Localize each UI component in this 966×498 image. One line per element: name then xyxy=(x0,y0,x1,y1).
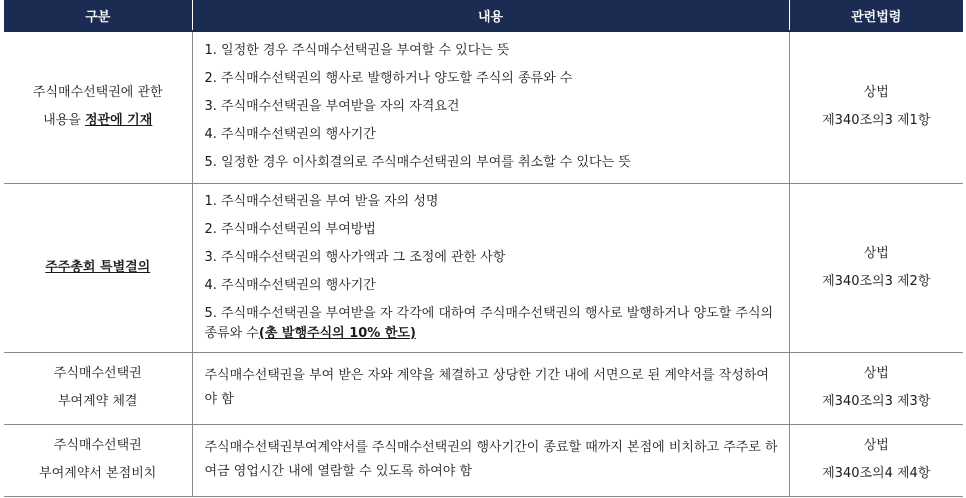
header-row xyxy=(4,0,963,31)
content-text: 주식매수선택권을 부여 받은 자와 계약을 체결하고 상당한 기간 내에 서면으로 된 계약서를 작성하여야 함 xyxy=(204,368,769,407)
list-item: 3. 주식매수선택권의 행사가액과 그 조정에 관한 사항 xyxy=(204,249,506,265)
category-line xyxy=(4,107,192,135)
content-cell xyxy=(192,424,789,496)
content-cell xyxy=(192,352,789,424)
content-cell xyxy=(192,183,789,352)
category-cell xyxy=(4,424,192,496)
law-name: 상법 xyxy=(863,85,889,101)
list-item: 4. 주식매수선택권의 행사기간 xyxy=(204,277,376,293)
law-name: 상법 xyxy=(863,438,889,453)
law-cell xyxy=(789,424,963,496)
category-line: 주식매수선택권에 관한 xyxy=(32,85,163,101)
category-prefix: 내용을 xyxy=(43,113,85,129)
law-name: 상법 xyxy=(863,366,889,381)
list-item: 2. 주식매수선택권의 행사로 발행하거나 양도할 주식의 종류와 수 xyxy=(204,71,573,87)
list-item: 5. 일정한 경우 이사회결의로 주식매수선택권의 부여를 취소할 수 있다는 뜻 xyxy=(204,155,631,171)
list-item: 3. 주식매수선택권을 부여받을 자의 자격요건 xyxy=(204,99,460,115)
law-article: 제340조의3 제2항 xyxy=(822,273,931,289)
law-cell xyxy=(789,31,963,183)
category-cell xyxy=(4,31,192,183)
header-law: 관련법령 xyxy=(789,0,963,31)
category-cell xyxy=(4,183,192,352)
category-line: 부여계약 체결 xyxy=(58,394,138,409)
law-cell xyxy=(789,183,963,352)
table-row xyxy=(4,183,963,352)
content-cell xyxy=(192,31,789,183)
header-category: 구분 xyxy=(4,0,192,31)
category-line: 부여계약서 본점비치 xyxy=(39,466,157,481)
law-article: 제340조의3 제1항 xyxy=(822,113,931,129)
list-item: 1. 일정한 경우 주식매수선택권을 부여할 수 있다는 뜻 xyxy=(204,43,510,59)
list-item: 4. 주식매수선택권의 행사기간 xyxy=(204,127,376,143)
category-emphasis: 정관에 기재 xyxy=(84,113,153,129)
law-name: 상법 xyxy=(863,245,889,261)
law-article: 제340조의4 제4항 xyxy=(822,466,931,481)
header-content: 내용 xyxy=(192,0,789,31)
content-list xyxy=(205,37,779,177)
category-cell xyxy=(4,352,192,424)
content-text: 주식매수선택권부여계약서를 주식매수선택권의 행사기간이 종료할 때까지 본점에 비치하고 주주로 하여금 영업시간 내에 열람할 수 있도록 하여야 함 xyxy=(204,440,778,479)
stock-option-table xyxy=(4,0,963,497)
category-emphasis: 주주총회 특별결의 xyxy=(45,259,151,275)
list-item-emphasis: (총 발행주식의 10% 한도) xyxy=(258,325,416,341)
law-cell xyxy=(789,352,963,424)
list-item: 2. 주식매수선택권의 부여방법 xyxy=(204,221,376,237)
category-line: 주식매수선택권 xyxy=(53,366,142,381)
law-article: 제340조의3 제3항 xyxy=(822,394,931,409)
content-list xyxy=(205,188,779,348)
list-item xyxy=(205,300,779,348)
table-row xyxy=(4,31,963,183)
table-row xyxy=(4,424,963,496)
list-item: 1. 주식매수선택권을 부여 받을 자의 성명 xyxy=(204,193,439,209)
table-row xyxy=(4,352,963,424)
list-item-text: 5. 주식매수선택권을 부여받을 자 각각에 대하여 주식매수선택권의 행사로 발행하거나 양도할 주식의 종류와 수 xyxy=(204,305,774,341)
category-line: 주식매수선택권 xyxy=(53,438,142,453)
